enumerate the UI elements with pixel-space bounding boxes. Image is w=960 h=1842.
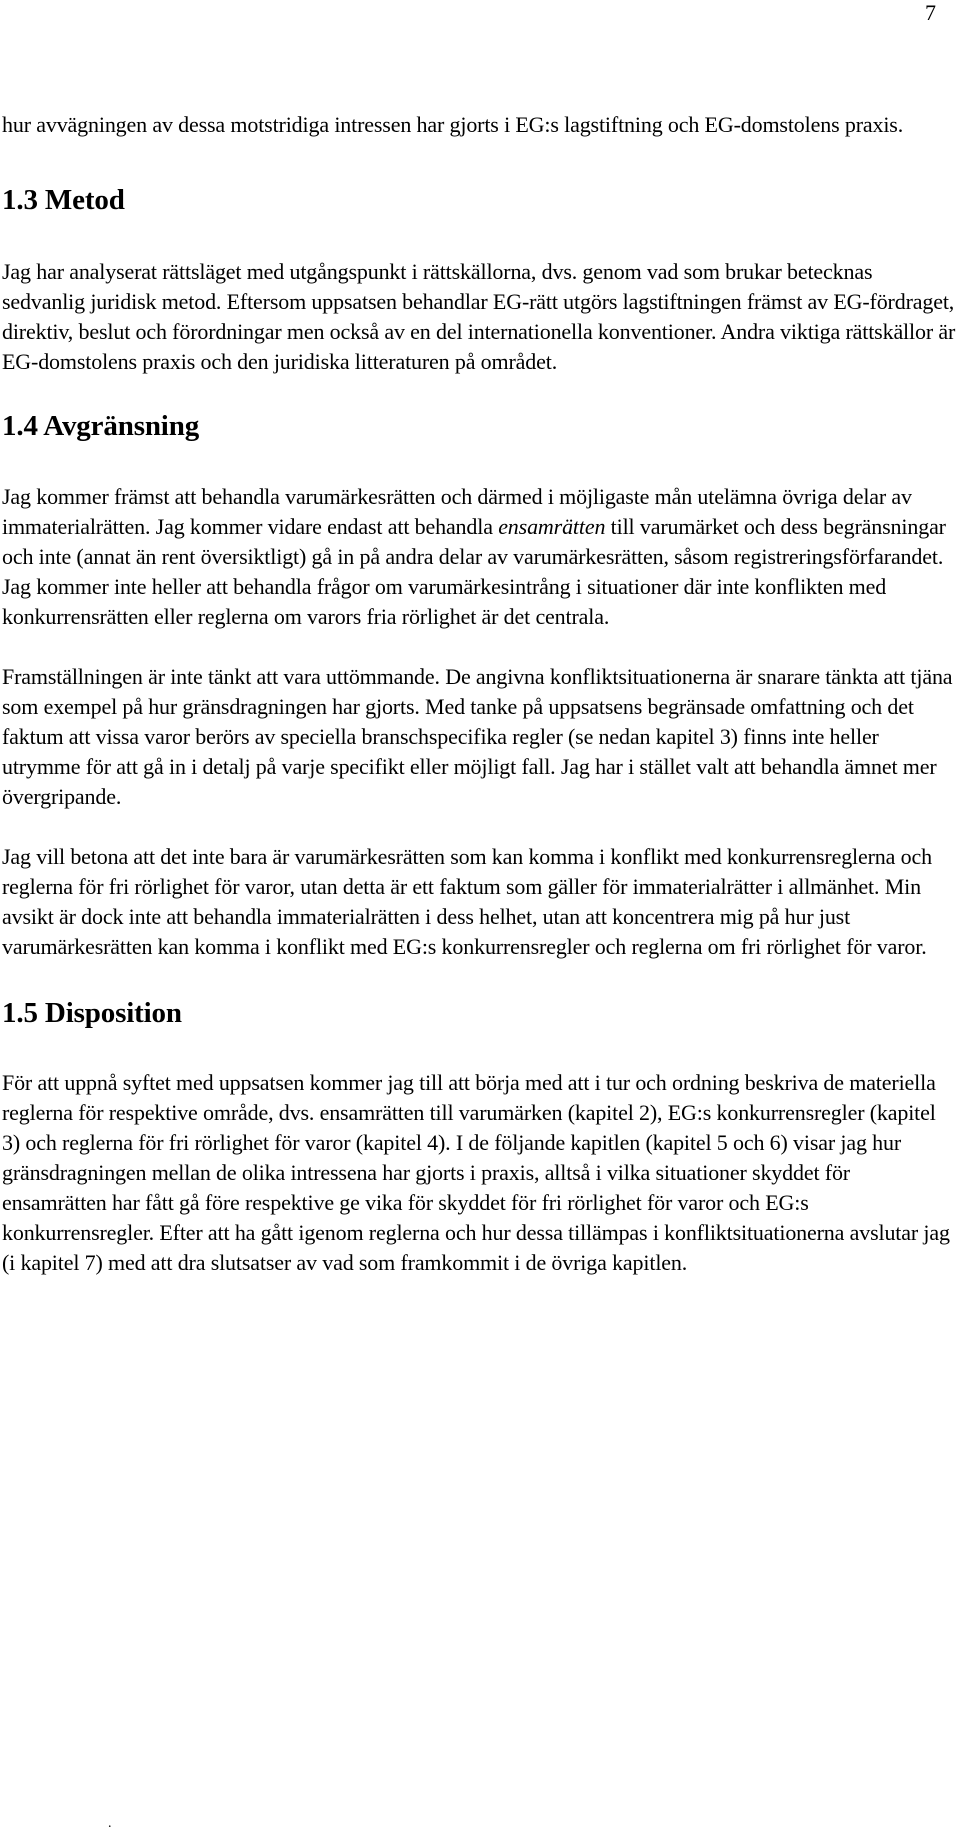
heading-metod: 1.3 Metod (2, 184, 125, 216)
metod-paragraph: Jag har analyserat rättsläget med utgångspunkt i rättskällorna, dvs. genom vad som brukar betecknas sedvanlig juridisk metod. Eftersom uppsatsen behandlar EG-rätt utgörs lagstiftningen främst av EG-fördraget, direktiv, beslut och förordningar men också av en del internationella konventioner. Andra viktiga rättskällor är EG-domstolens praxis och den juridiska litteraturen på området. (2, 259, 956, 374)
disposition-paragraph: För att uppnå syftet med uppsatsen kommer jag till att börja med att i tur och ordning beskriva de materiella reglerna för respektive område, dvs. ensamrätten till varumärken (kapitel 2), EG:s konkurrensregler (kapitel 3) och reglerna för fri rörlighet för varor (kapitel 4). I de följande kapitlen (kapitel 5 och 6) visar jag hur gränsdragningen mellan de olika intressena har gjorts i praxis, alltså i vilka situationer skyddet för ensamrätten har fått gå före respektive ge vika för skyddet för fri rörlighet för varor och EG:s konkurrensregler. Efter att ha gått igenom reglerna och hur dessa tillämpas i konfliktsituationerna avslutar jag (i kapitel 7) med att dra slutsatser av vad som framkommit i de övriga kapitlen. (2, 1070, 950, 1275)
document-body (2, 110, 956, 1278)
footer-mark: . (108, 1816, 112, 1831)
avgransning-paragraph-3: Jag vill betona att det inte bara är varumärkesrätten som kan komma i konflikt med konkurrensreglerna och reglerna för fri rörlighet för varor, utan detta är ett faktum som gäller för immaterialrätter i allmänhet. Min avsikt är dock inte att behandla immaterialrätten i dess helhet, utan att koncentrera mig på hur just varumärkesrätten kan komma i konflikt med EG:s konkurrensregler och reglerna om fri rörlighet för varor. (2, 844, 932, 959)
intro-paragraph: hur avvägningen av dessa motstridiga intressen har gjorts i EG:s lagstiftning och EG-domstolens praxis. (2, 112, 904, 137)
avgransning-paragraph-1-part-1: Jag kommer främst att behandla varumärkesrätten och därmed i möjligaste mån utelämna övriga delar av immaterialrätten. Jag kommer vidare endast att behandla (2, 484, 912, 539)
heading-avgransning: 1.4 Avgränsning (2, 410, 200, 442)
emphasized-term: ensamrätten (498, 514, 606, 539)
page-number: 7 (925, 0, 936, 25)
avgransning-paragraph-1 (2, 482, 956, 632)
heading-disposition: 1.5 Disposition (2, 997, 182, 1029)
avgransning-paragraph-1-part-2: till varumärket och dess begränsningar och inte (annat än rent översiktligt) gå in på andra delar av varumärkesrätten, såsom registreringsförfarandet. Jag kommer inte heller att behandla frågor om varumärkesintrång i situationer där inte konflikten med konkurrensrätten eller reglerna om varors fria rörlighet är det centrala. (2, 514, 946, 629)
avgransning-paragraph-2: Framställningen är inte tänkt att vara uttömmande. De angivna konfliktsituationerna är snarare tänkta att tjäna som exempel på hur gränsdragningen har gjorts. Med tanke på uppsatsens begränsade omfattning och det faktum att vissa varor berörs av speciella branschspecifika regler (se nedan kapitel 3) finns inte heller utrymme för att gå in i detalj på varje specifikt eller möjligt fall. Jag har i stället valt att behandla ämnet mer övergripande. (2, 664, 953, 809)
